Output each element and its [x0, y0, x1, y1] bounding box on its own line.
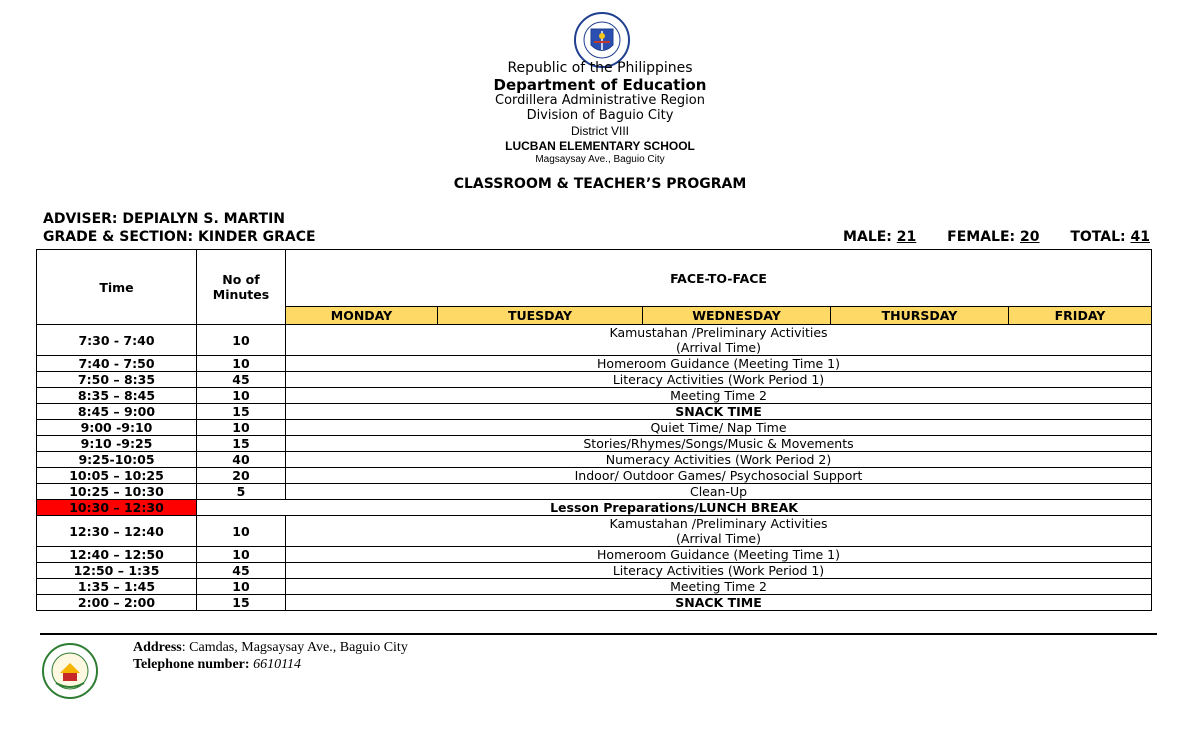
activity-cell: [197, 500, 1152, 516]
minutes-cell: 45: [197, 563, 286, 579]
activity-cell: [286, 563, 1152, 579]
grade-section-line: GRADE & SECTION: KINDER GRACE: [43, 229, 316, 245]
activity-text: SNACK TIME: [675, 595, 762, 610]
schedule-table: [36, 249, 1152, 611]
minutes-cell: 10: [197, 388, 286, 404]
program-title: CLASSROOM & TEACHER’S PROGRAM: [453, 176, 747, 192]
activity-cell: [286, 404, 1152, 420]
activity-text: Lesson Preparations/LUNCH BREAK: [550, 500, 798, 515]
male-count: 21: [896, 229, 917, 245]
time-cell: 2:00 – 2:00: [37, 595, 197, 611]
activity-cell: [286, 436, 1152, 452]
minutes-header: [197, 250, 286, 325]
republic-line: Republic of the Philippines: [507, 60, 693, 76]
activity-text: Clean-Up: [689, 484, 748, 499]
time-cell: 9:25-10:05: [37, 452, 197, 468]
district-line: District VIII: [570, 124, 629, 138]
department-line: Department of Education: [493, 76, 707, 94]
minutes-cell: 20: [197, 468, 286, 484]
telephone-label: Telephone number:: [133, 657, 250, 672]
mode-header: FACE-TO-FACE: [286, 250, 1152, 307]
table-row: [37, 547, 1152, 563]
time-cell: 12:50 – 1:35: [37, 563, 197, 579]
school-logo: [42, 643, 98, 699]
enrollment-counts: [843, 229, 1150, 245]
region-line: Cordillera Administrative Region: [495, 93, 705, 108]
table-row: [37, 500, 1152, 516]
female-label: FEMALE:: [947, 229, 1016, 245]
total-count: 41: [1130, 229, 1150, 245]
activity-cell: [286, 325, 1152, 356]
table-row: [37, 356, 1152, 372]
table-row: [37, 436, 1152, 452]
time-cell: 12:30 – 12:40: [37, 516, 197, 547]
minutes-header-line2: Minutes: [212, 287, 270, 302]
table-row: [37, 579, 1152, 595]
time-cell: 7:50 – 8:35: [37, 372, 197, 388]
activity-text: Kamustahan /Preliminary Activities: [609, 325, 828, 340]
day-friday: FRIDAY: [1009, 307, 1152, 325]
division-line: Division of Baguio City: [526, 108, 674, 123]
minutes-cell: 10: [197, 325, 286, 356]
address-label: Address: [133, 640, 182, 655]
activity-cell: [286, 356, 1152, 372]
activity-cell: [286, 452, 1152, 468]
activity-text: Numeracy Activities (Work Period 2): [605, 452, 832, 467]
footer-telephone: [133, 657, 301, 673]
female-count: 20: [1020, 229, 1040, 245]
table-row: [37, 325, 1152, 356]
school-address: Magsaysay Ave., Baguio City: [535, 154, 665, 165]
minutes-cell: 10: [197, 420, 286, 436]
day-wednesday: WEDNESDAY: [643, 307, 831, 325]
activity-subtext: (Arrival Time): [676, 340, 761, 355]
activity-cell: [286, 579, 1152, 595]
activity-text: SNACK TIME: [675, 404, 762, 419]
minutes-cell: 40: [197, 452, 286, 468]
minutes-header-line1: No of: [222, 272, 260, 287]
time-cell: 9:10 -9:25: [37, 436, 197, 452]
address-value: : Camdas, Magsaysay Ave., Baguio City: [181, 640, 408, 655]
table-row: [37, 404, 1152, 420]
telephone-value: 6610114: [253, 657, 302, 672]
table-row: [37, 452, 1152, 468]
table-row: [37, 563, 1152, 579]
day-tuesday: TUESDAY: [438, 307, 643, 325]
male-label: MALE:: [843, 229, 892, 245]
activity-text: Literacy Activities (Work Period 1): [612, 563, 825, 578]
minutes-cell: 15: [197, 404, 286, 420]
activity-text: Indoor/ Outdoor Games/ Psychosocial Support: [574, 468, 863, 483]
time-cell: 9:00 -9:10: [37, 420, 197, 436]
time-cell: 10:25 – 10:30: [37, 484, 197, 500]
minutes-cell: 45: [197, 372, 286, 388]
minutes-cell: 5: [197, 484, 286, 500]
activity-cell: [286, 468, 1152, 484]
table-row: [37, 468, 1152, 484]
activity-text: Homeroom Guidance (Meeting Time 1): [597, 547, 841, 562]
total-label: TOTAL:: [1070, 229, 1126, 245]
time-cell: 1:35 – 1:45: [37, 579, 197, 595]
activity-text: Kamustahan /Preliminary Activities: [609, 516, 828, 531]
time-cell: 8:45 – 9:00: [37, 404, 197, 420]
day-monday: MONDAY: [286, 307, 438, 325]
table-row: [37, 388, 1152, 404]
activity-text: Literacy Activities (Work Period 1): [612, 372, 825, 387]
time-cell: 7:30 - 7:40: [37, 325, 197, 356]
activity-cell: [286, 420, 1152, 436]
activity-cell: [286, 388, 1152, 404]
minutes-cell: 10: [197, 579, 286, 595]
table-row: [37, 420, 1152, 436]
activity-cell: [286, 484, 1152, 500]
minutes-cell: 10: [197, 516, 286, 547]
footer-divider: [40, 633, 1157, 635]
table-row: [37, 595, 1152, 611]
minutes-cell: 15: [197, 436, 286, 452]
minutes-cell: 10: [197, 547, 286, 563]
time-cell: 10:30 – 12:30: [37, 500, 197, 516]
time-cell: 7:40 - 7:50: [37, 356, 197, 372]
activity-text: Quiet Time/ Nap Time: [650, 420, 787, 435]
adviser-line: ADVISER: DEPIALYN S. MARTIN: [43, 211, 286, 227]
footer-address: [133, 640, 408, 656]
time-header: Time: [37, 250, 197, 325]
activity-cell: [286, 547, 1152, 563]
activity-text: Homeroom Guidance (Meeting Time 1): [597, 356, 841, 371]
minutes-cell: 15: [197, 595, 286, 611]
activity-cell: [286, 516, 1152, 547]
activity-text: Meeting Time 2: [670, 579, 767, 594]
activity-subtext: (Arrival Time): [676, 531, 761, 546]
activity-cell: [286, 595, 1152, 611]
activity-text: Meeting Time 2: [670, 388, 767, 403]
activity-cell: [286, 372, 1152, 388]
table-row: [37, 516, 1152, 547]
minutes-cell: 10: [197, 356, 286, 372]
activity-text: Stories/Rhymes/Songs/Music & Movements: [583, 436, 854, 451]
table-row: [37, 484, 1152, 500]
day-thursday: THURSDAY: [831, 307, 1009, 325]
time-cell: 10:05 – 10:25: [37, 468, 197, 484]
time-cell: 8:35 – 8:45: [37, 388, 197, 404]
school-name: LUCBAN ELEMENTARY SCHOOL: [505, 139, 695, 153]
table-row: [37, 372, 1152, 388]
time-cell: 12:40 – 12:50: [37, 547, 197, 563]
